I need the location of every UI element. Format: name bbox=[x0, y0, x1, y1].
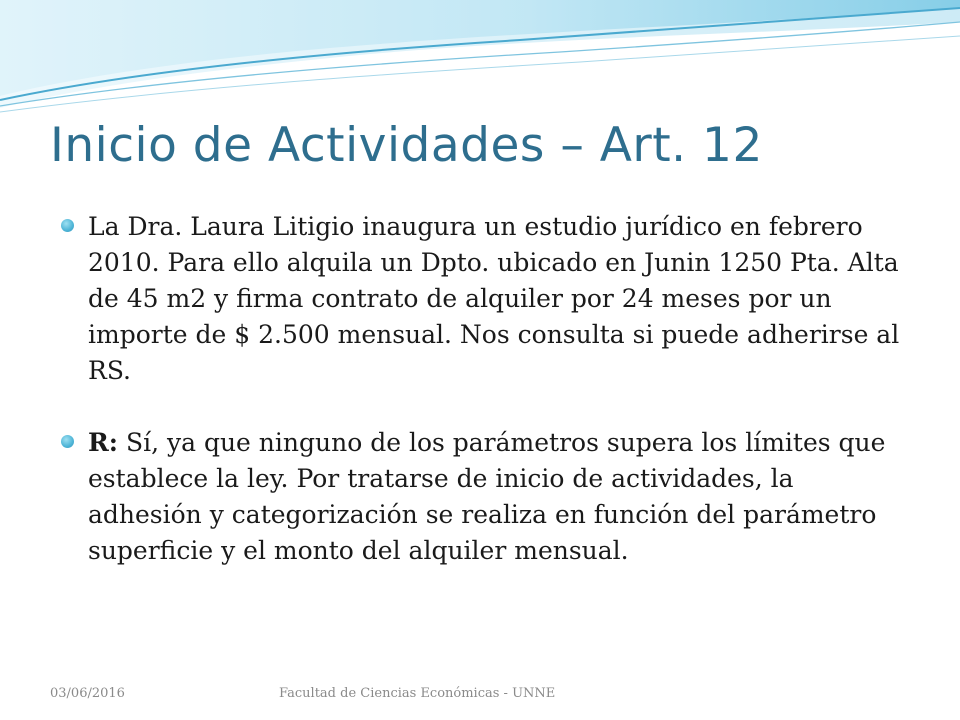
bullet-item-case bbox=[60, 209, 900, 389]
footer-organization: Facultad de Ciencias Económicas - UNNE bbox=[279, 686, 556, 701]
bullet-list bbox=[60, 209, 900, 569]
bullet-dot-icon bbox=[61, 435, 74, 448]
bullet-case-text: La Dra. Laura Litigio inaugura un estudio jurídico en febrero 2010. Para ello alquila un Dpto. ubicado en Junin 1250 Pta. Alta de 45 m2 y firma contrato de alquiler por 24 meses por un importe de $ 2.500 mensual. Nos consulta si puede adherirse al RS. bbox=[88, 212, 900, 385]
slide-title: Inicio de Actividades – Art. 12 bbox=[50, 118, 763, 173]
answer-label: R: bbox=[88, 428, 119, 457]
footer-date: 03/06/2016 bbox=[50, 686, 125, 701]
bullet-item-answer bbox=[60, 425, 900, 569]
bullet-dot-icon bbox=[61, 219, 74, 232]
header-wave-decoration bbox=[0, 0, 960, 120]
bullet-answer-text: Sí, ya que ninguno de los parámetros supera los límites que establece la ley. Por tratarse de inicio de actividades, la adhesión y categorización se realiza en función del parámetro superficie y el monto del alquiler mensual. bbox=[88, 428, 886, 565]
